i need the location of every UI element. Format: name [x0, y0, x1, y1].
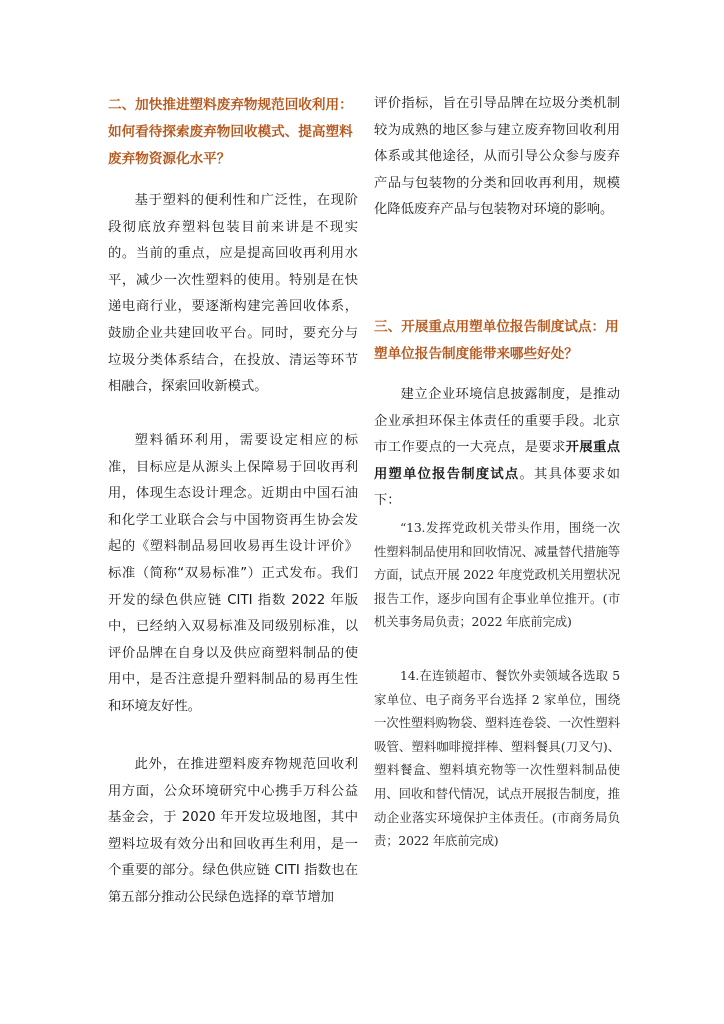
section-two-heading: 二、加快推进塑料废弃物规范回收利用：如何看待探索废弃物回收模式、提高塑料废弃物资源化水平？: [108, 97, 353, 167]
left-paragraph-3: 此外，在推进塑料废弃物规范回收利用方面，公众环境研究中心携手万科公益基金会，于 2020 年开发垃圾地图，其中塑料垃圾有效分出和回收再生利用，是一个重要的部分。绿色供应链 CITI 指数也在第五部分推动公民绿色选择的章节增加: [108, 757, 358, 905]
left-paragraph-1: 基于塑料的便利性和广泛性，在现阶段彻底放弃塑料包装目前来讲是不现实的。当前的重点，应是提高回收再利用水平，减少一次性塑料的使用。特别是在快递电商行业，要逐渐构建完善回收体系，鼓励企业共建回收平台。同时，要充分与垃圾分类体系结合，在投放、清运等环节相融合，探索回收新模式。: [108, 193, 358, 395]
quote-item-13: “13.发挥党政机关带头作用，围绕一次性塑料制品使用和回收情况、减量替代措施等方面，试点开展 2022 年度党政机关用塑状况报告工作，逐步向国有企事业单位推开。(市机关事务局负责；2022 年底前完成): [374, 520, 620, 630]
section-three-heading: 三、开展重点用塑单位报告制度试点：用塑单位报告制度能带来哪些好处？: [374, 319, 619, 362]
intro-text-end: 。其具体要求如下：: [374, 466, 621, 509]
right-continuation-paragraph: 评价指标，旨在引导品牌在垃圾分类机制较为成熟的地区参与建立废弃物回收利用体系或其他途径，从而引导公众参与废弃产品与包装物的分类和回收再利用，规模化降低废弃产品与包装物对环境的影响。: [374, 96, 620, 218]
intro-bold-text: 开展重点用塑单位报告制度试点: [374, 440, 621, 482]
left-paragraph-2: 塑料循环利用，需要设定相应的标准，目标应是从源头上保障易于回收再利用，体现生态设计理念。近期由中国石油和化学工业联合会与中国物资再生协会发起的《塑料制品易回收易再生设计评价》标准（简称“双易标准”）正式发布。我们开发的绿色供应链 CITI 指数 2022 年版中，已经纳入双易标准及同级别标准，以评价品牌在自身以及供应商塑料制品的使用中，是否注意提升塑料制品的易再生性和环境友好性。: [108, 433, 358, 714]
right-intro-paragraph: [374, 382, 620, 515]
intro-text-start: 建立企业环境信息披露制度，是推动企业承担环保主体责任的重要手段。北京市工作要点的一大亮点，是要求: [374, 387, 620, 456]
quote-item-14: 14.在连锁超市、餐饮外卖领域各选取 5 家单位、电子商务平台选择 2 家单位，围绕一次性塑料购物袋、塑料连卷袋、一次性塑料吸管、塑料咖啡搅拌棒、塑料餐具(刀叉勺)、塑料餐盒、塑料填充物等一次性塑料制品使用、回收和替代情况，试点开展报告制度，推动企业落实环境保护主体责任。(市商务局负责；2022 年底前完成): [374, 668, 620, 849]
